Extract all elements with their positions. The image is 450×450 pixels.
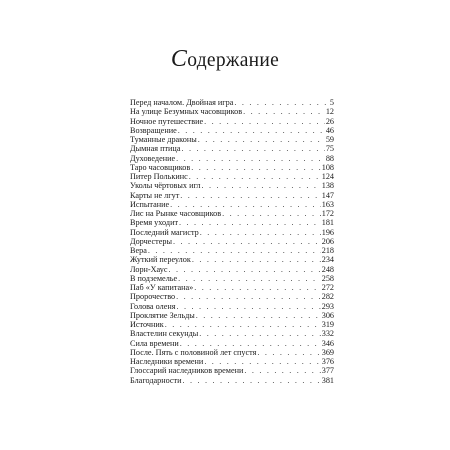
toc-entry bbox=[130, 265, 334, 274]
toc-entry-title: Проклятие Зельды bbox=[130, 310, 195, 320]
dot-leader bbox=[189, 172, 321, 181]
dot-leader bbox=[176, 302, 320, 311]
dot-leader bbox=[180, 191, 320, 200]
toc-entry-page: 377 bbox=[321, 366, 334, 376]
toc-entry bbox=[130, 144, 334, 153]
toc-entry-title: Наследники времени bbox=[130, 357, 204, 366]
table-of-contents bbox=[130, 98, 334, 385]
title-rest: одержание bbox=[187, 50, 280, 71]
toc-entry bbox=[130, 218, 334, 227]
toc-entry bbox=[130, 302, 334, 311]
toc-entry bbox=[130, 172, 334, 181]
dot-leader bbox=[179, 218, 321, 227]
dot-leader bbox=[243, 107, 325, 116]
toc-entry-page: 46 bbox=[325, 125, 334, 135]
dot-leader bbox=[244, 366, 320, 375]
toc-entry-page: 306 bbox=[321, 310, 334, 320]
toc-entry-page: 381 bbox=[321, 375, 334, 385]
toc-entry-title: Испытание bbox=[130, 199, 170, 209]
toc-entry-page: 75 bbox=[325, 144, 334, 154]
toc-entry-page: 282 bbox=[321, 292, 334, 302]
toc-entry bbox=[130, 126, 334, 135]
toc-entry bbox=[130, 292, 334, 301]
toc-entry-page: 124 bbox=[321, 172, 334, 181]
dot-leader bbox=[169, 265, 321, 274]
toc-entry-title: Паб «У капитана» bbox=[130, 283, 194, 292]
dot-leader bbox=[173, 237, 321, 246]
toc-entry bbox=[130, 228, 334, 237]
dot-leader bbox=[176, 154, 325, 163]
toc-entry bbox=[130, 191, 334, 200]
toc-entry-title: Туманные драконы bbox=[130, 135, 197, 144]
toc-entry bbox=[130, 283, 334, 292]
toc-entry-page: 248 bbox=[321, 264, 334, 274]
dot-leader bbox=[222, 209, 321, 218]
dot-leader bbox=[198, 135, 325, 144]
toc-entry-title: Дорчестеры bbox=[130, 236, 172, 246]
toc-entry-title: Духоведение bbox=[130, 153, 176, 163]
dot-leader bbox=[201, 181, 320, 190]
toc-entry bbox=[130, 117, 334, 126]
toc-entry bbox=[130, 246, 334, 255]
toc-entry bbox=[130, 366, 334, 375]
toc-entry-page: 12 bbox=[325, 107, 334, 117]
toc-entry-page: 319 bbox=[321, 320, 334, 329]
toc-entry bbox=[130, 329, 334, 338]
toc-entry-title: Возвращение bbox=[130, 125, 177, 135]
toc-entry bbox=[130, 163, 334, 172]
dot-leader bbox=[148, 246, 321, 255]
toc-entry-title: Голова оленя bbox=[130, 301, 176, 311]
toc-entry-page: 147 bbox=[321, 190, 334, 200]
toc-entry-title: Таро часовщиков bbox=[130, 162, 191, 172]
dot-leader bbox=[181, 144, 324, 153]
toc-entry bbox=[130, 237, 334, 246]
toc-entry-page: 234 bbox=[321, 255, 334, 265]
dot-leader bbox=[170, 200, 321, 209]
toc-entry-title: Благодарности bbox=[130, 375, 182, 385]
toc-entry bbox=[130, 311, 334, 320]
dot-leader bbox=[234, 98, 329, 107]
dot-leader bbox=[204, 117, 325, 126]
toc-entry-title: Лорн-Хаус bbox=[130, 264, 168, 274]
toc-entry-page: 181 bbox=[321, 218, 334, 228]
toc-entry-title: Властелин секунды bbox=[130, 329, 199, 339]
toc-entry-title: Карты не лгут bbox=[130, 190, 180, 200]
toc-entry-page: 108 bbox=[321, 162, 334, 172]
toc-entry-page: 26 bbox=[325, 116, 334, 126]
toc-entry-page: 346 bbox=[321, 338, 334, 348]
toc-entry-title: Пророчество bbox=[130, 292, 176, 302]
toc-entry bbox=[130, 107, 334, 116]
dot-leader bbox=[192, 255, 321, 264]
dot-leader bbox=[165, 320, 321, 329]
toc-entry-page: 376 bbox=[321, 357, 334, 366]
toc-entry-title: Время уходит bbox=[130, 218, 179, 228]
dot-leader bbox=[194, 283, 320, 292]
title-initial: С bbox=[170, 46, 188, 72]
toc-entry-page: 138 bbox=[321, 181, 334, 191]
dot-leader bbox=[180, 339, 321, 348]
toc-entry bbox=[130, 357, 334, 366]
dot-leader bbox=[176, 292, 321, 301]
toc-entry-title: Дымная птица bbox=[130, 144, 181, 154]
dot-leader bbox=[257, 348, 320, 357]
toc-entry-title: Перед началом. Двойная игра bbox=[130, 98, 234, 107]
dot-leader bbox=[178, 126, 325, 135]
toc-entry bbox=[130, 348, 334, 357]
toc-entry bbox=[130, 255, 334, 264]
toc-entry-page: 59 bbox=[325, 135, 334, 144]
dot-leader bbox=[196, 311, 321, 320]
toc-entry-page: 5 bbox=[329, 98, 334, 107]
toc-entry-page: 332 bbox=[321, 329, 334, 339]
toc-entry-page: 258 bbox=[321, 273, 334, 283]
toc-entry-title: На улице Безумных часовщиков bbox=[130, 107, 243, 117]
toc-entry bbox=[130, 181, 334, 190]
toc-entry bbox=[130, 274, 334, 283]
toc-entry-page: 206 bbox=[321, 236, 334, 246]
toc-entry bbox=[130, 320, 334, 329]
toc-entry bbox=[130, 200, 334, 209]
toc-entry-title: Лис на Рынке часовщиков bbox=[130, 209, 222, 218]
page-title bbox=[0, 47, 450, 73]
toc-entry-title: Источник bbox=[130, 320, 164, 329]
toc-entry bbox=[130, 376, 334, 385]
toc-entry-page: 369 bbox=[321, 347, 334, 357]
toc-entry-page: 272 bbox=[321, 283, 334, 292]
toc-entry-title: Сила времени bbox=[130, 338, 179, 348]
toc-entry-page: 172 bbox=[321, 209, 334, 218]
toc-entry-title: После. Пять с половиной лет спустя bbox=[130, 347, 257, 357]
toc-entry-title: Последний магистр bbox=[130, 227, 199, 237]
toc-entry-page: 163 bbox=[321, 199, 334, 209]
toc-entry bbox=[130, 154, 334, 163]
toc-entry bbox=[130, 209, 334, 218]
toc-entry bbox=[130, 98, 334, 107]
toc-entry-page: 196 bbox=[321, 227, 334, 237]
dot-leader bbox=[183, 376, 321, 385]
toc-entry-title: Вера bbox=[130, 246, 147, 255]
dot-leader bbox=[199, 329, 320, 338]
toc-entry bbox=[130, 135, 334, 144]
dot-leader bbox=[200, 228, 321, 237]
toc-entry-page: 88 bbox=[325, 153, 334, 163]
toc-entry-page: 218 bbox=[321, 246, 334, 255]
toc-entry-title: Уколы чёртовых игл bbox=[130, 181, 201, 191]
toc-entry-title: Питер Полькинс bbox=[130, 172, 188, 181]
dot-leader bbox=[178, 274, 321, 283]
toc-entry-title: В подземелье bbox=[130, 273, 178, 283]
toc-entry-title: Ночное путешествие bbox=[130, 116, 204, 126]
toc-entry-title: Жуткий переулок bbox=[130, 255, 191, 265]
toc-entry-page: 293 bbox=[321, 301, 334, 311]
toc-entry bbox=[130, 339, 334, 348]
dot-leader bbox=[204, 357, 320, 366]
toc-entry-title: Глоссарий наследников времени bbox=[130, 366, 244, 376]
dot-leader bbox=[191, 163, 321, 172]
